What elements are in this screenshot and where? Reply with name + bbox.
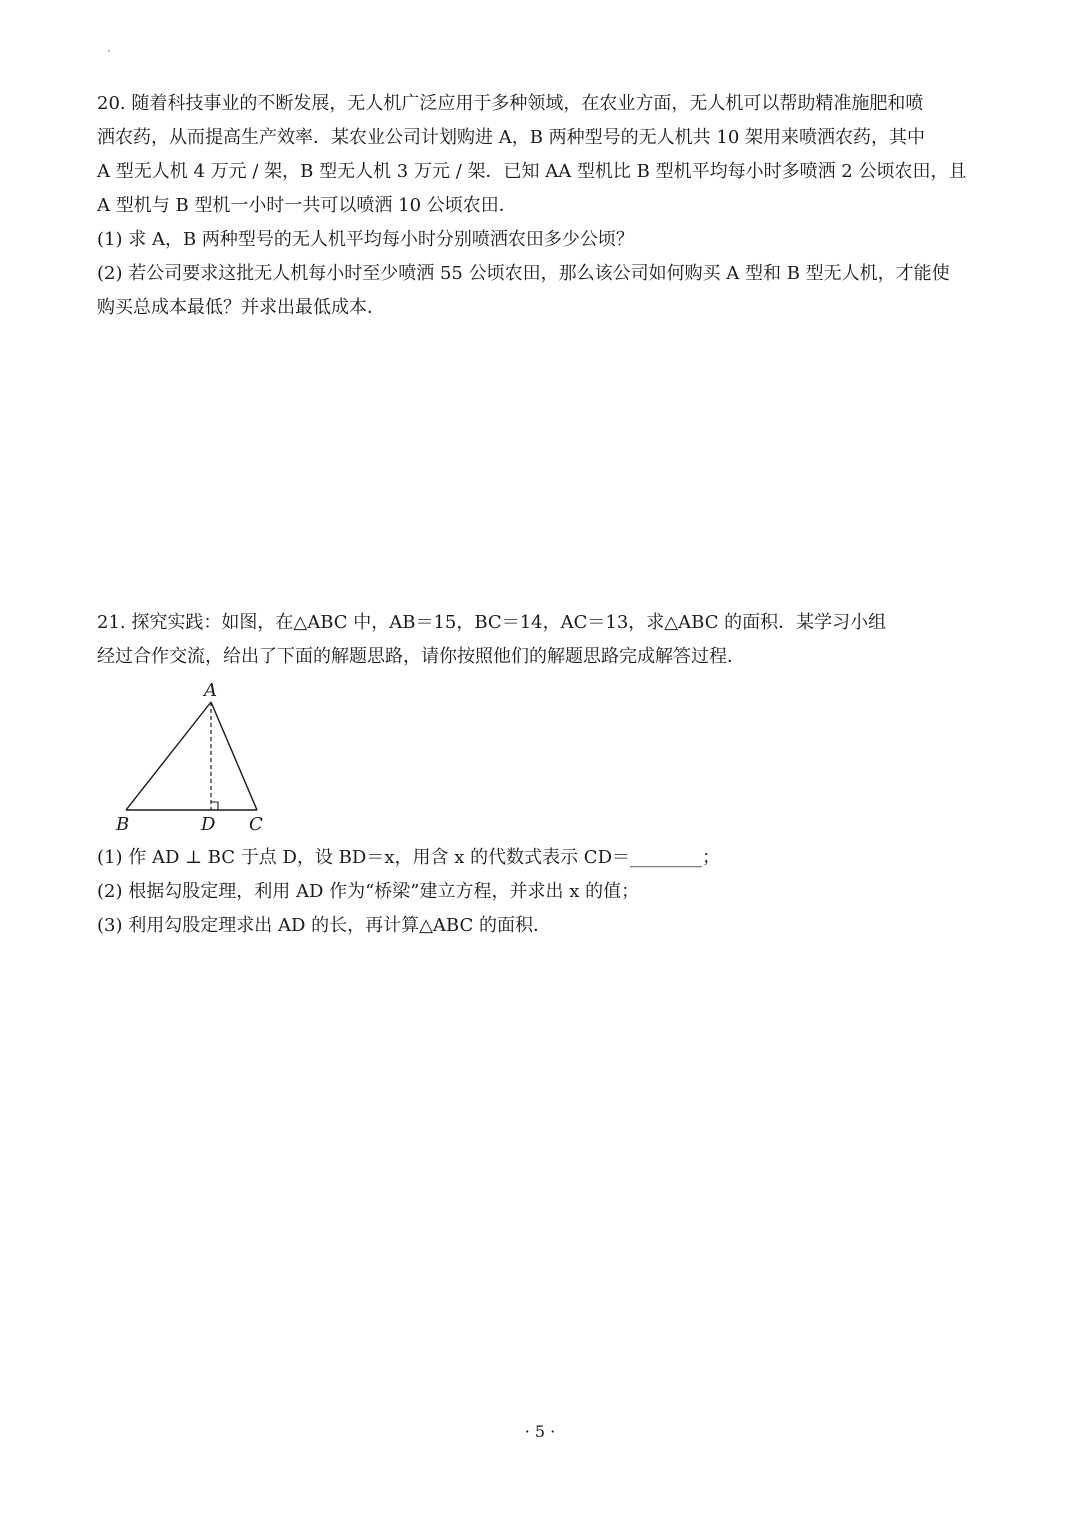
question-21-parts: [97, 841, 987, 943]
q21-part-1: (1) 作 AD ⊥ BC 于点 D，设 BD＝x，用含 x 的代数式表示 CD＝________；: [97, 847, 721, 868]
label-b: B: [116, 814, 130, 835]
q20-line-3: A 型无人机 4 万元 / 架，B 型无人机 3 万元 / 架．已知 AA 型机比 B 型机平均每小时多喷洒 2 公顷农田，且: [97, 161, 967, 182]
label-c: C: [249, 814, 263, 835]
q21-part-2: (2) 根据勾股定理，利用 AD 作为“桥梁”建立方程，并求出 x 的值；: [97, 881, 640, 902]
q20-part-2-line-1: (2) 若公司要求这批无人机每小时至少喷洒 55 公顷农田，那么该公司如何购买 A 型和 B 型无人机，才能使: [97, 263, 950, 284]
question-20: [97, 87, 987, 325]
question-21: [97, 606, 987, 674]
scan-speck: [108, 50, 110, 52]
page-number: · 5 ·: [524, 1422, 556, 1441]
label-d: D: [201, 814, 216, 835]
q21-line-2: 经过合作交流，给出了下面的解题思路，请你按照他们的解题思路完成解答过程．: [97, 646, 745, 667]
right-angle-mark: [211, 802, 218, 810]
q20-line-2: 洒农药，从而提高生产效率．某农业公司计划购进 A，B 两种型号的无人机共 10 架用来喷洒农药，其中: [97, 127, 926, 148]
q20-part-1: (1) 求 A，B 两种型号的无人机平均每小时分别喷洒农田多少公顷？: [97, 229, 634, 250]
q20-line-1: 20. 随着科技事业的不断发展，无人机广泛应用于多种领域，在农业方面，无人机可以帮助精准施肥和喷: [97, 93, 924, 114]
triangle-figure: [110, 676, 280, 836]
q21-part-3: (3) 利用勾股定理求出 AD 的长，再计算△ABC 的面积．: [97, 915, 551, 936]
q21-line-1: 21. 探究实践：如图，在△ABC 中，AB＝15，BC＝14，AC＝13，求△ABC 的面积．某学习小组: [97, 612, 887, 633]
side-ab: [126, 702, 211, 810]
q20-line-4: A 型机与 B 型机一小时一共可以喷洒 10 公顷农田．: [97, 195, 517, 216]
label-a: A: [204, 680, 217, 701]
q20-part-2-line-2: 购买总成本最低？并求出最低成本．: [97, 297, 385, 318]
side-ac: [211, 702, 257, 810]
